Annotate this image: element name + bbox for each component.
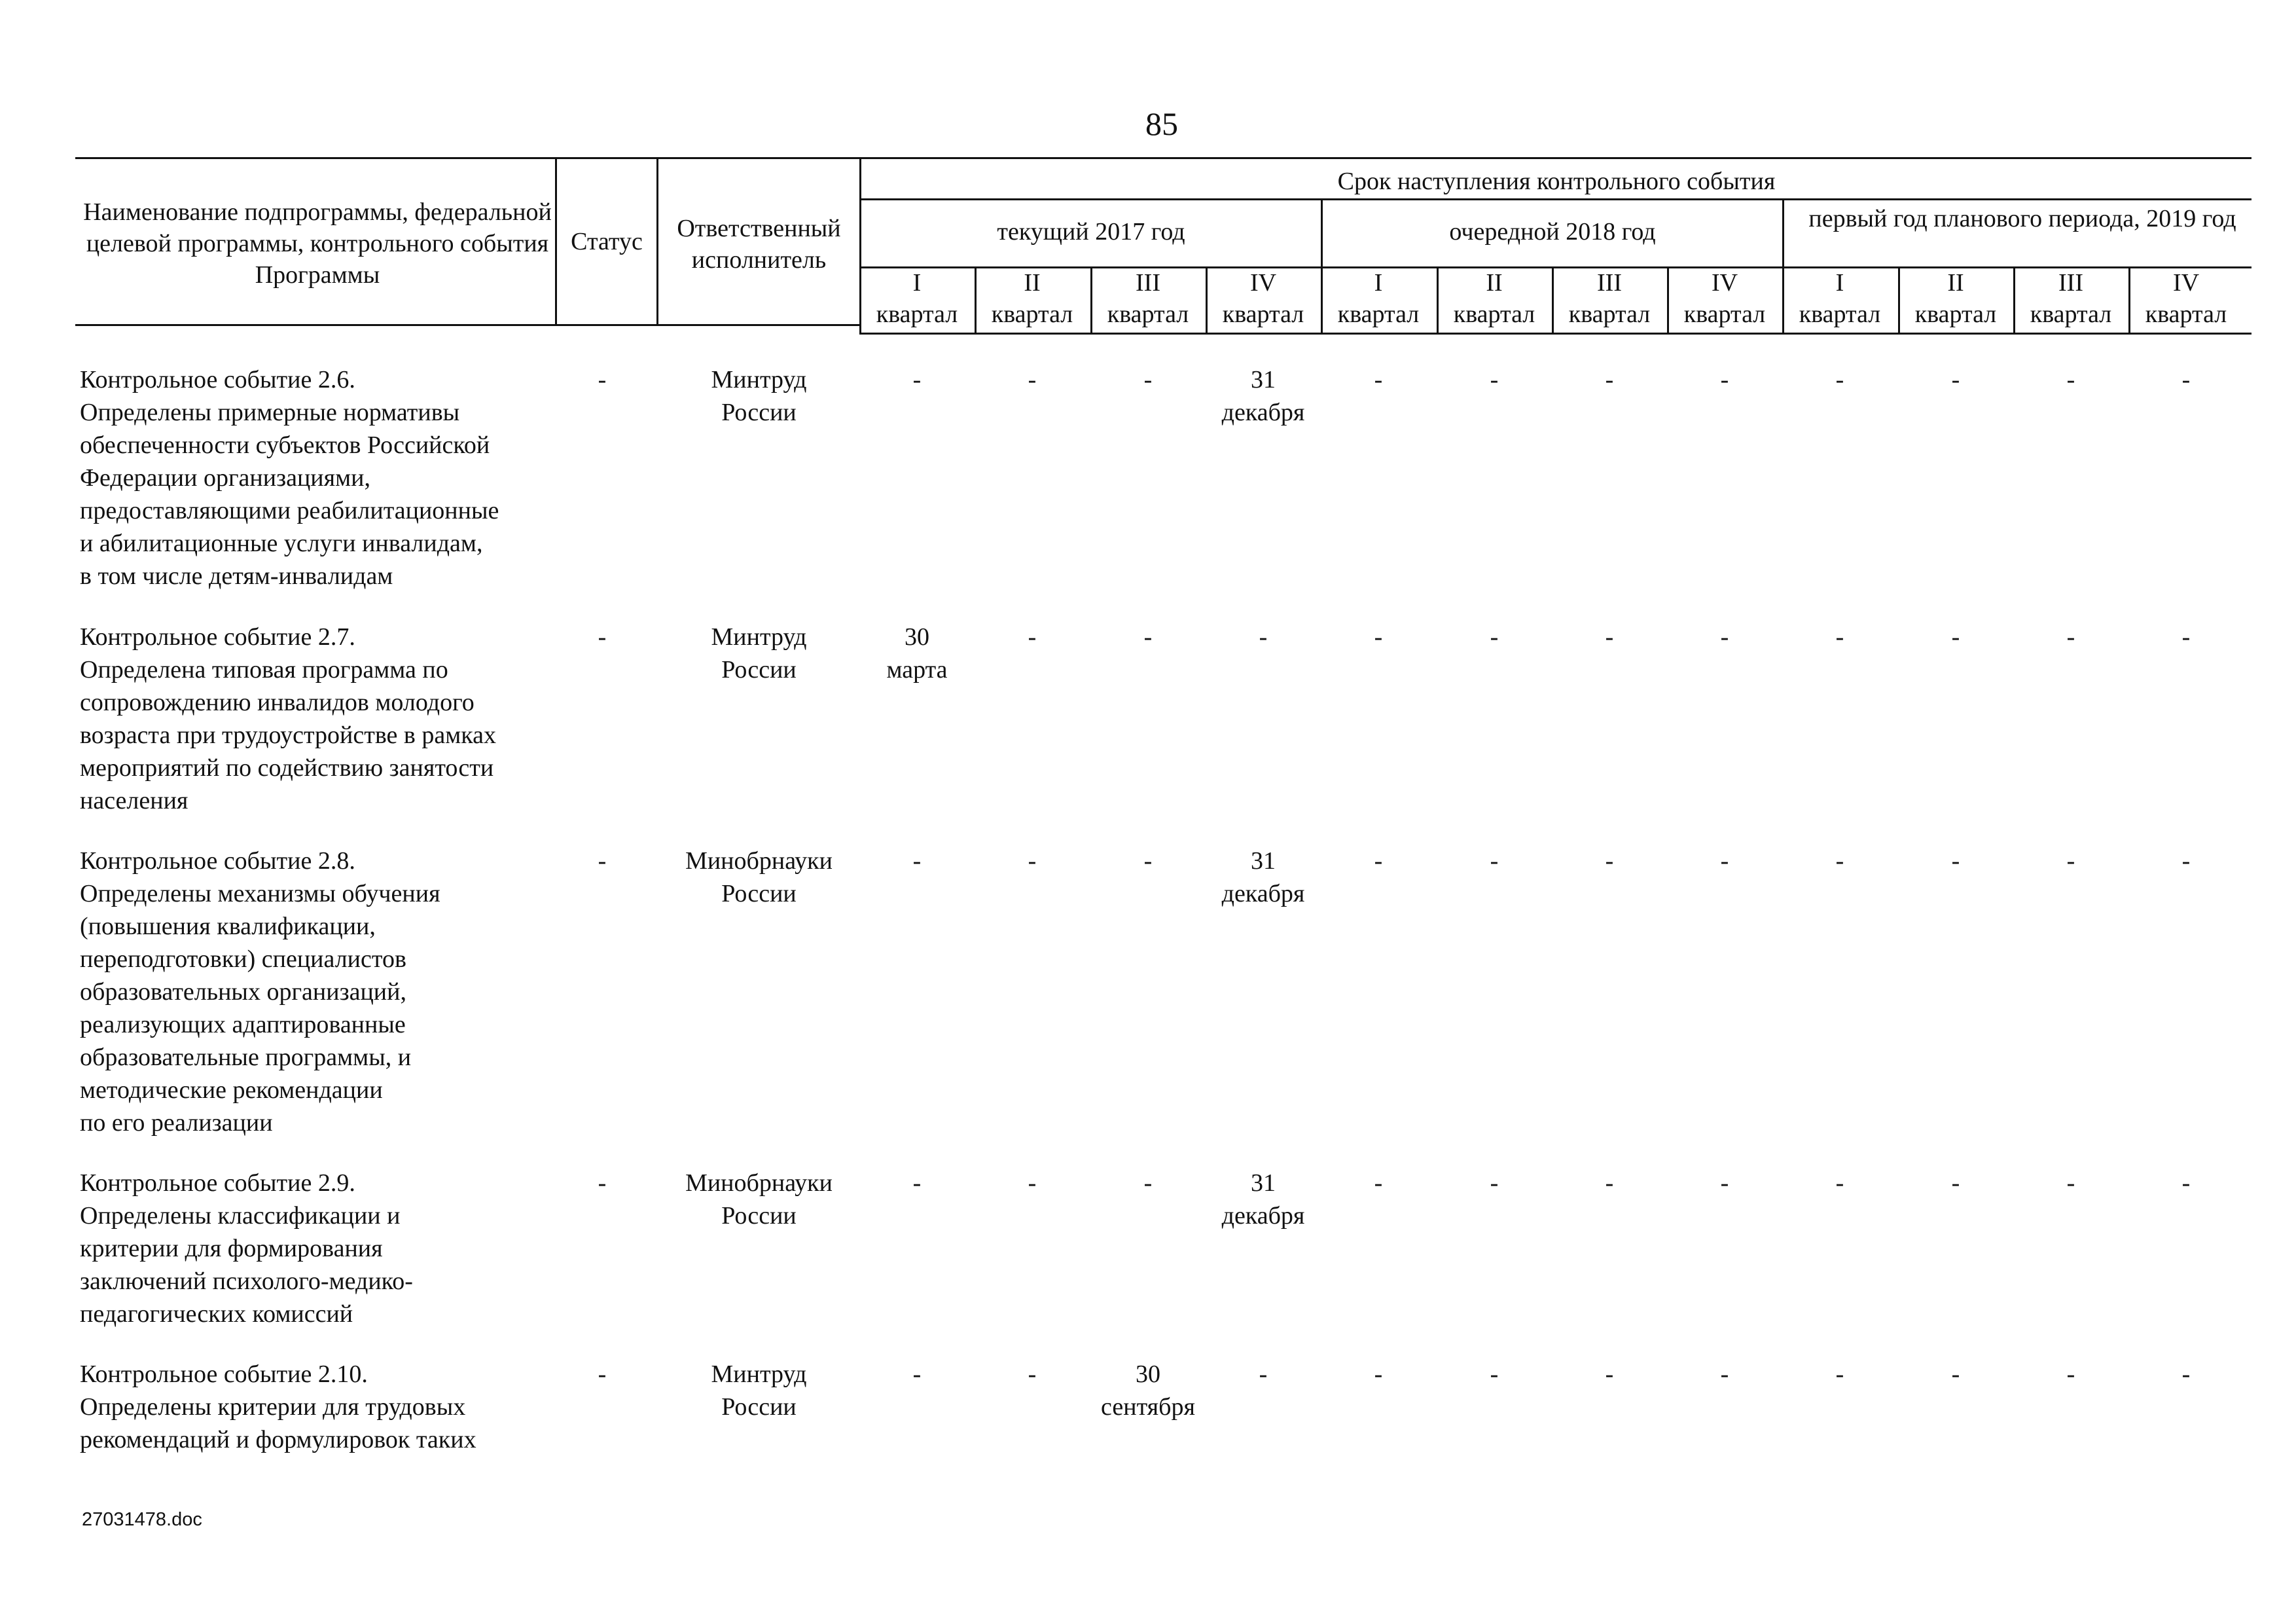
- quarter-cell: -: [2066, 847, 2075, 875]
- quarter-cell: -: [1951, 366, 1960, 393]
- quarter-cell: -: [1835, 366, 1844, 393]
- quarter-cell: -: [1605, 1169, 1614, 1197]
- quarter-label: квартал: [991, 301, 1073, 328]
- year-header-2019: первый год планового периода, 2019 год: [1808, 205, 2236, 232]
- quarter-cell: -: [1374, 366, 1383, 393]
- quarter-cell: -: [1605, 623, 1614, 651]
- quarter-cell: -: [1720, 1169, 1729, 1197]
- event-description: Контрольное событие 2.9. Определены классификации и критерии для формирования заключений психолого-медико- педагогических комиссий: [80, 1169, 413, 1328]
- quarter-cell: -: [1028, 366, 1037, 393]
- quarter-number: IV: [2172, 269, 2200, 297]
- quarter-number: II: [1024, 269, 1041, 297]
- quarter-cell: -: [1143, 1169, 1153, 1197]
- quarter-cell: -: [912, 847, 922, 875]
- quarter-cell: -: [1374, 1360, 1383, 1388]
- quarter-number: III: [1597, 269, 1622, 297]
- quarter-cell: -: [1143, 847, 1153, 875]
- quarter-cell: -: [1028, 1169, 1037, 1197]
- quarter-cell: -: [1490, 847, 1499, 875]
- quarter-cell: -: [2066, 1169, 2075, 1197]
- quarter-number: IV: [1249, 269, 1277, 297]
- year-header-2017: текущий 2017 год: [997, 218, 1185, 246]
- quarter-cell: -: [1490, 366, 1499, 393]
- quarter-cell: -: [1835, 623, 1844, 651]
- executor-column-header: Ответственный исполнитель: [677, 215, 841, 274]
- executor-cell: Минтруд России: [711, 623, 807, 684]
- quarter-number: III: [1136, 269, 1160, 297]
- quarter-label: квартал: [1453, 301, 1535, 328]
- quarter-cell: -: [1028, 1360, 1037, 1388]
- header-bottom-border-right: [859, 333, 2251, 335]
- quarter-cell: -: [1720, 623, 1729, 651]
- quarter-cell: -: [2181, 847, 2191, 875]
- quarter-cell: -: [1951, 1360, 1960, 1388]
- quarter-cell: -: [1720, 1360, 1729, 1388]
- quarter-cell: -: [1720, 366, 1729, 393]
- quarter-cell: -: [1259, 623, 1268, 651]
- event-description: Контрольное событие 2.10. Определены критерии для трудовых рекомендаций и формулировок таких: [80, 1360, 476, 1453]
- quarter-label: квартал: [1914, 301, 1997, 328]
- executor-cell: Минтруд России: [711, 366, 807, 426]
- quarter-cell: -: [1835, 1360, 1844, 1388]
- status-cell: -: [598, 1169, 607, 1197]
- quarter-cell: -: [1951, 847, 1960, 875]
- quarter-cell: -: [1835, 1169, 1844, 1197]
- quarter-cell: -: [1835, 847, 1844, 875]
- quarter-cell: -: [2181, 623, 2191, 651]
- event-description: Контрольное событие 2.6. Определены примерные нормативы обеспеченности субъектов Российской Федерации организациями, предоставляющими реабилитационные и абилитационные услуги инвалидам, в том числе детям-инвалидам: [80, 366, 499, 590]
- quarter-cell: -: [2066, 366, 2075, 393]
- quarter-cell: -: [1951, 623, 1960, 651]
- year-header-2018: очередной 2018 год: [1449, 218, 1656, 246]
- quarter-cell: -: [1028, 623, 1037, 651]
- quarter-cell: -: [1028, 847, 1037, 875]
- status-cell: -: [598, 623, 607, 651]
- quarter-cell: -: [1374, 847, 1383, 875]
- quarter-cell: -: [1490, 1169, 1499, 1197]
- quarter-cell: -: [912, 1360, 922, 1388]
- quarter-number: I: [912, 269, 922, 297]
- quarter-label: квартал: [876, 301, 958, 328]
- quarter-cell: 31 декабря: [1221, 847, 1305, 907]
- quarter-label: квартал: [1799, 301, 1881, 328]
- name-column-header: Наименование подпрограммы, федеральной целевой программы, контрольного события Программы: [83, 198, 552, 289]
- quarter-cell: 31 декабря: [1221, 1169, 1305, 1230]
- quarter-label: квартал: [1337, 301, 1420, 328]
- quarter-cell: -: [1143, 366, 1153, 393]
- quarter-cell: -: [1490, 623, 1499, 651]
- quarter-cell: -: [1951, 1169, 1960, 1197]
- quarter-cell: 30 сентября: [1101, 1360, 1195, 1421]
- executor-cell: Минтруд России: [711, 1360, 807, 1421]
- deadline-title-underline: [859, 198, 2251, 200]
- quarter-cell: -: [1605, 366, 1614, 393]
- quarter-cell: -: [1720, 847, 1729, 875]
- quarter-cell: -: [1374, 1169, 1383, 1197]
- event-description: Контрольное событие 2.8. Определены механизмы обучения (повышения квалификации, переподготовки) специалистов образовательных организаций, реализующих адаптированные образовательные программы, и методические рекомендации по его реализации: [80, 847, 440, 1137]
- quarter-cell: -: [912, 1169, 922, 1197]
- quarter-cell: -: [2066, 1360, 2075, 1388]
- deadline-column-header: Срок наступления контрольного события: [1337, 168, 1776, 195]
- header-bottom-border-left: [75, 324, 861, 326]
- quarter-cell: -: [1143, 623, 1153, 651]
- quarter-cell: -: [2066, 623, 2075, 651]
- footer-filename: 27031478.doc: [82, 1509, 202, 1530]
- quarter-number: II: [1947, 269, 1964, 297]
- quarter-label: квартал: [1222, 301, 1304, 328]
- quarter-label: квартал: [2030, 301, 2112, 328]
- event-description: Контрольное событие 2.7. Определена типовая программа по сопровождению инвалидов молодого возраста при трудоустройстве в рамках мероприятий по содействию занятости населения: [80, 623, 497, 814]
- quarter-cell: -: [1259, 1360, 1268, 1388]
- quarter-cell: -: [2181, 366, 2191, 393]
- quarter-cell: -: [1605, 847, 1614, 875]
- page-number: 85: [1145, 105, 1178, 142]
- quarter-label: квартал: [1683, 301, 1766, 328]
- status-cell: -: [598, 366, 607, 393]
- quarter-cell: 31 декабря: [1221, 366, 1305, 426]
- quarter-cell: 30 марта: [886, 623, 948, 684]
- quarter-cell: -: [1605, 1360, 1614, 1388]
- quarter-cell: -: [912, 366, 922, 393]
- quarter-number: II: [1486, 269, 1503, 297]
- table-top-border: [75, 157, 2251, 159]
- status-column-header: Статус: [571, 228, 643, 255]
- quarter-label: квартал: [1568, 301, 1651, 328]
- quarter-number: III: [2058, 269, 2083, 297]
- executor-cell: Минобрнауки России: [685, 847, 833, 907]
- quarter-number: IV: [1711, 269, 1738, 297]
- executor-cell: Минобрнауки России: [685, 1169, 833, 1230]
- status-cell: -: [598, 847, 607, 875]
- quarter-label: квартал: [2145, 301, 2227, 328]
- quarter-cell: -: [1374, 623, 1383, 651]
- quarter-cell: -: [1490, 1360, 1499, 1388]
- quarter-number: I: [1835, 269, 1844, 297]
- quarter-label: квартал: [1107, 301, 1189, 328]
- quarter-cell: -: [2181, 1360, 2191, 1388]
- status-cell: -: [598, 1360, 607, 1388]
- quarter-number: I: [1374, 269, 1383, 297]
- quarter-cell: -: [2181, 1169, 2191, 1197]
